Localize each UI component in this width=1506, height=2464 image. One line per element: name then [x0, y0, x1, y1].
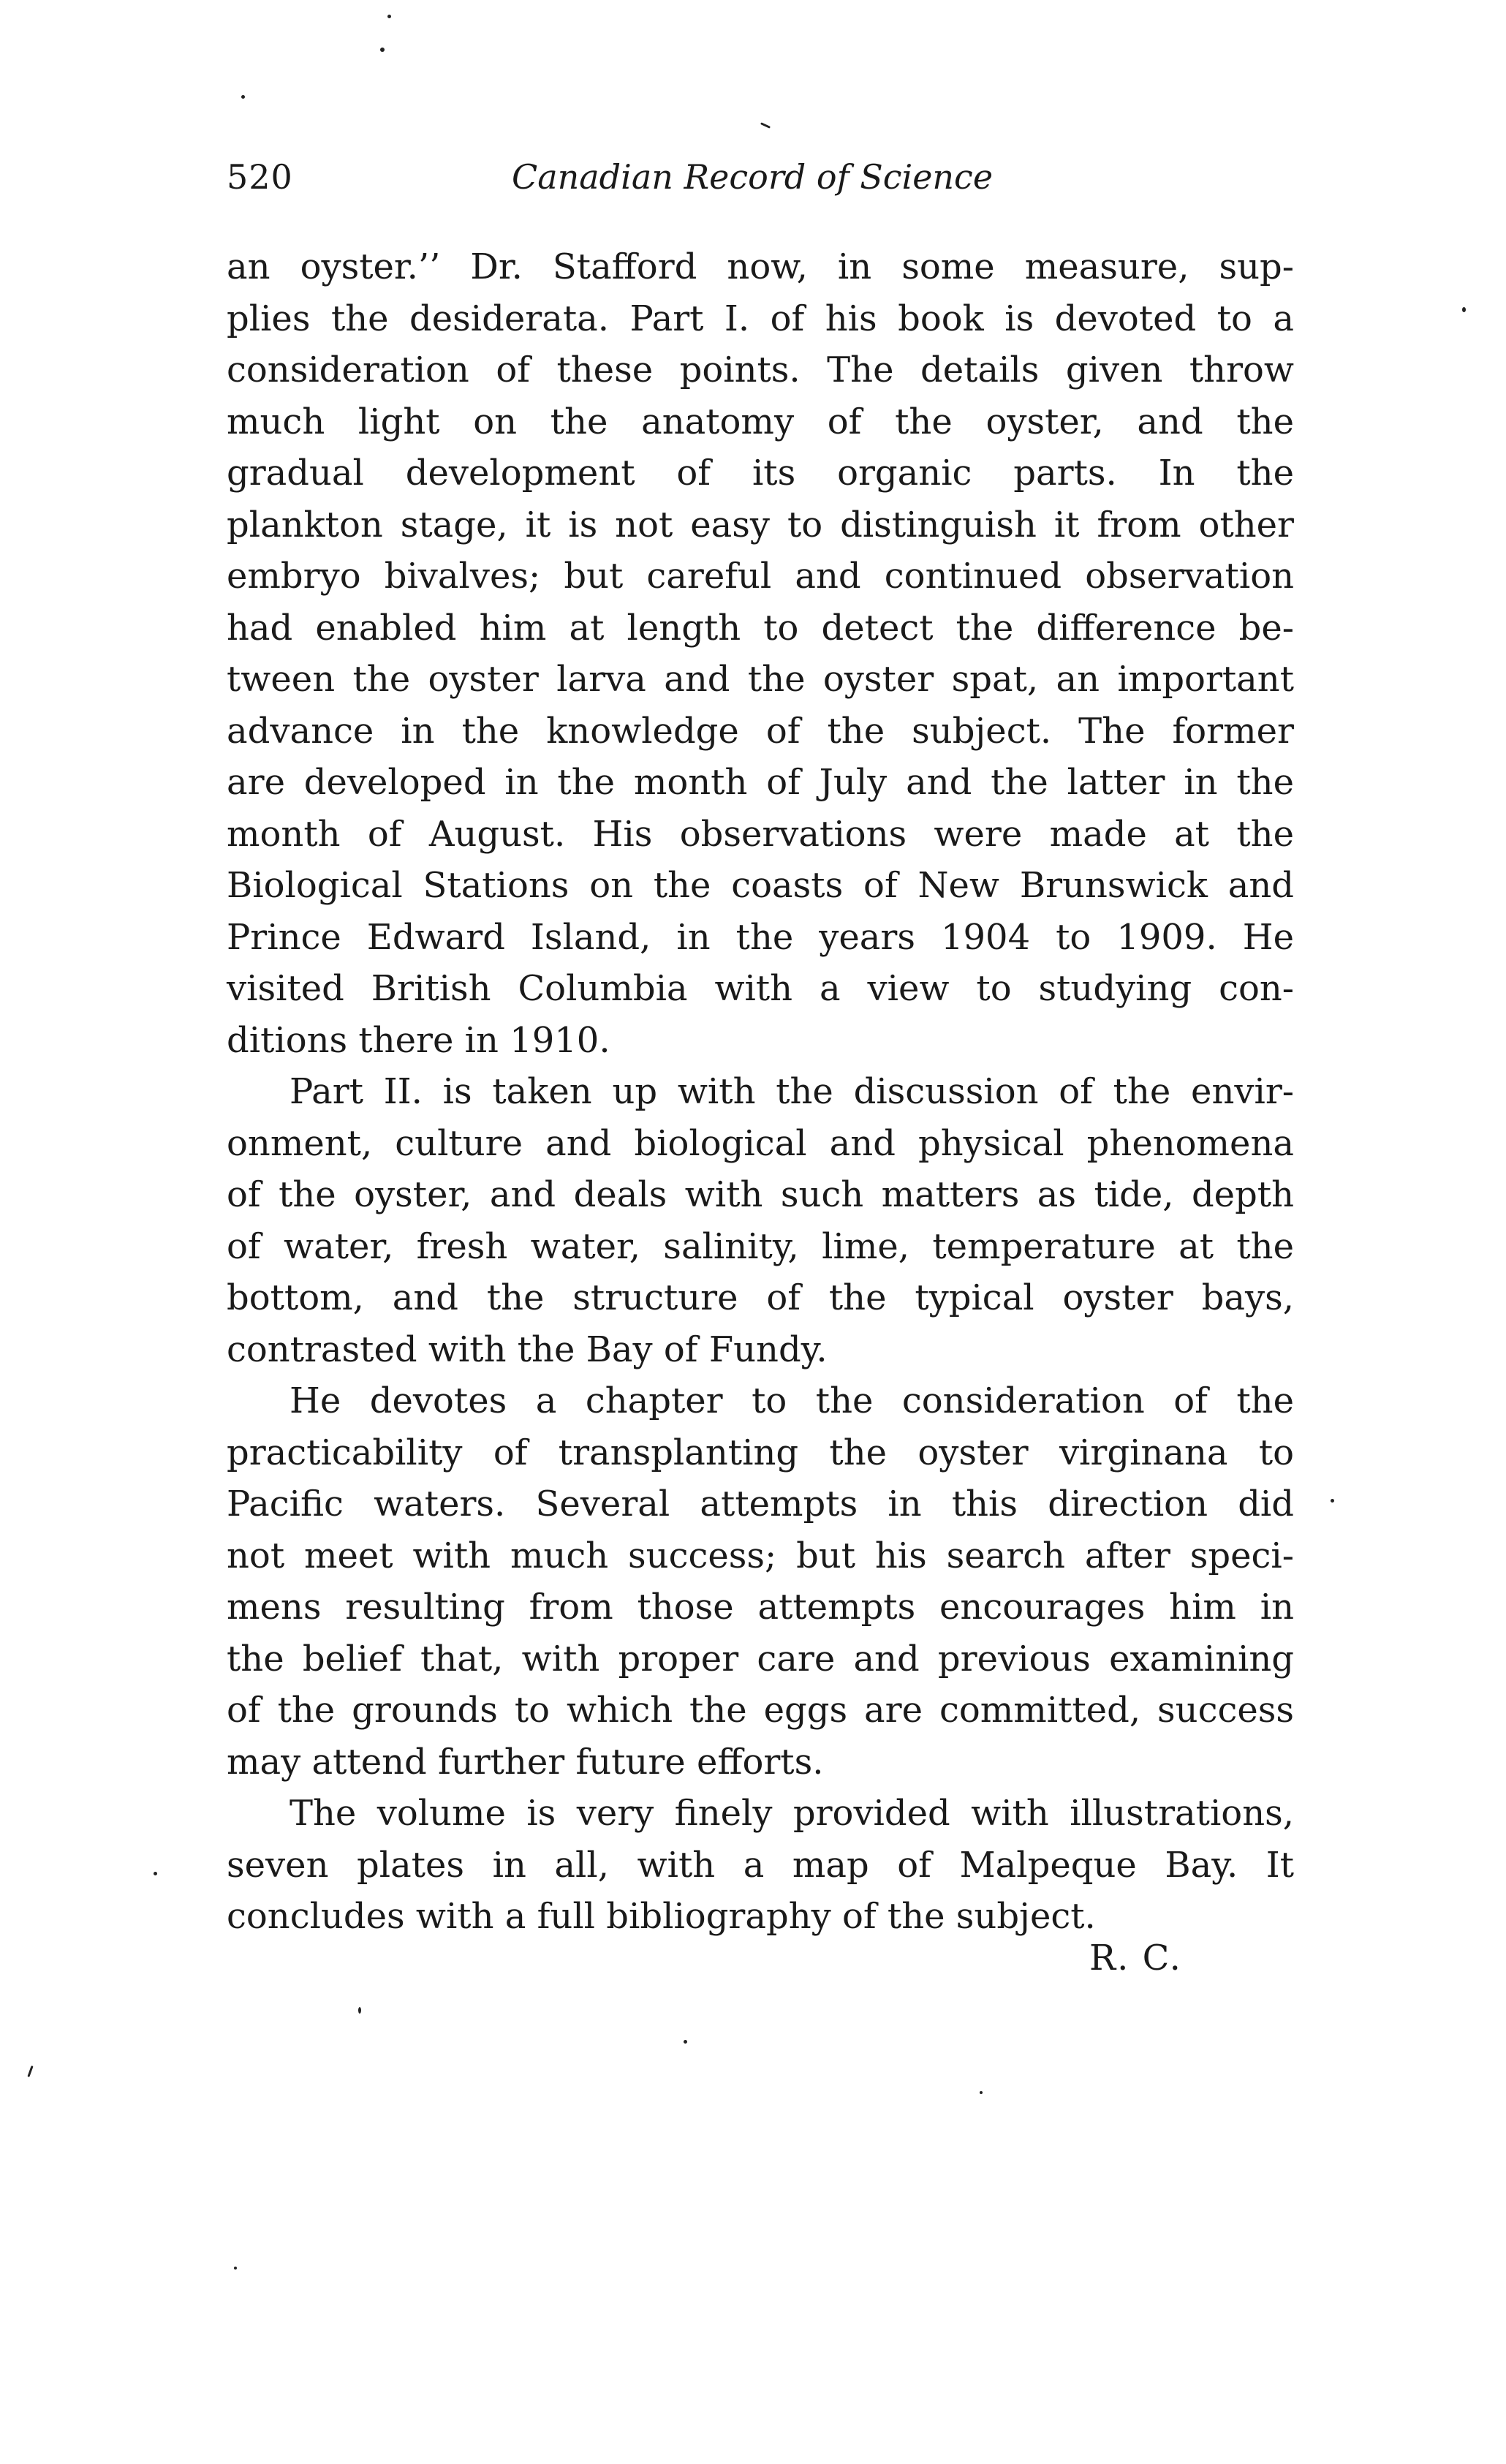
- scan-speck: [684, 2040, 687, 2044]
- text-line: gradual development of its organic parts. In the: [227, 453, 1294, 494]
- text-line: plankton stage, it is not easy to distinguish it from other: [227, 504, 1294, 545]
- text-line: visited British Columbia with a view to studying con-: [227, 968, 1294, 1009]
- page-number: 520: [227, 157, 293, 197]
- text-line: the belief that, with proper care and previous examining: [227, 1638, 1294, 1679]
- text-line: embryo bivalves; but careful and continued observation: [227, 556, 1294, 597]
- text-line: had enabled him at length to detect the difference be-: [227, 607, 1294, 649]
- scan-speck: [234, 2267, 237, 2270]
- scan-speck: [380, 48, 385, 52]
- text-line: may attend further future efforts.: [227, 1741, 824, 1783]
- text-line: advance in the knowledge of the subject. The former: [227, 710, 1294, 752]
- text-line: Prince Edward Island, in the years 1904 to 1909. He: [227, 916, 1294, 958]
- text-line: tween the oyster larva and the oyster spat, an important: [227, 659, 1294, 700]
- signature-initials: R. C.: [1089, 1938, 1182, 1979]
- scan-speck: [27, 2066, 33, 2077]
- scan-speck: [387, 15, 391, 18]
- text-line: contrasted with the Bay of Fundy.: [227, 1329, 828, 1370]
- scan-speck: [980, 2091, 983, 2094]
- paragraph-start-line: Part II. is taken up with the discussion of the envir-: [290, 1071, 1294, 1112]
- running-head: Canadian Record of Science: [512, 157, 994, 197]
- text-line: bottom, and the structure of the typical oyster bays,: [227, 1277, 1294, 1318]
- text-line: month of August. His observations were made at the: [227, 813, 1294, 855]
- text-line: of the grounds to which the eggs are committed, success: [227, 1690, 1294, 1731]
- text-line: of the oyster, and deals with such matters as tide, depth: [227, 1174, 1294, 1215]
- page-header: [227, 157, 1294, 201]
- scan-speck: [154, 1872, 157, 1875]
- text-line: an oyster.’’ Dr. Stafford now, in some measure, sup-: [227, 246, 1294, 287]
- text-line: are developed in the month of July and the latter in the: [227, 762, 1294, 803]
- text-line: Pacific waters. Several attempts in this direction did: [227, 1484, 1294, 1524]
- text-line: Biological Stations on the coasts of New Brunswick and: [227, 865, 1294, 906]
- scan-speck: [1331, 1499, 1334, 1503]
- text-line: mens resulting from those attempts encourages him in: [227, 1587, 1294, 1628]
- paragraph-start-line: The volume is very finely provided with illustrations,: [290, 1793, 1294, 1834]
- text-line: not meet with much success; but his search after speci-: [227, 1535, 1294, 1576]
- text-line: seven plates in all, with a map of Malpeque Bay. It: [227, 1844, 1294, 1886]
- scan-speck: [358, 2007, 361, 2014]
- paragraph-start-line: He devotes a chapter to the consideration of the: [290, 1380, 1294, 1421]
- text-line: practicability of transplanting the oyster virginana to: [227, 1432, 1294, 1473]
- text-line: plies the desiderata. Part I. of his book is devoted to a: [227, 298, 1294, 339]
- scan-speck: [241, 95, 245, 99]
- scan-speck: [1462, 307, 1466, 312]
- text-line: concludes with a full bibliography of the subject.: [227, 1896, 1096, 1937]
- text-line: of water, fresh water, salinity, lime, temperature at the: [227, 1225, 1294, 1267]
- text-line: ditions there in 1910.: [227, 1019, 610, 1061]
- text-line: consideration of these points. The details given throw: [227, 349, 1294, 390]
- body-text: [227, 241, 1294, 1943]
- scan-speck: [760, 122, 771, 129]
- text-line: much light on the anatomy of the oyster, and the: [227, 401, 1294, 442]
- text-line: onment, culture and biological and physical phenomena: [227, 1122, 1294, 1164]
